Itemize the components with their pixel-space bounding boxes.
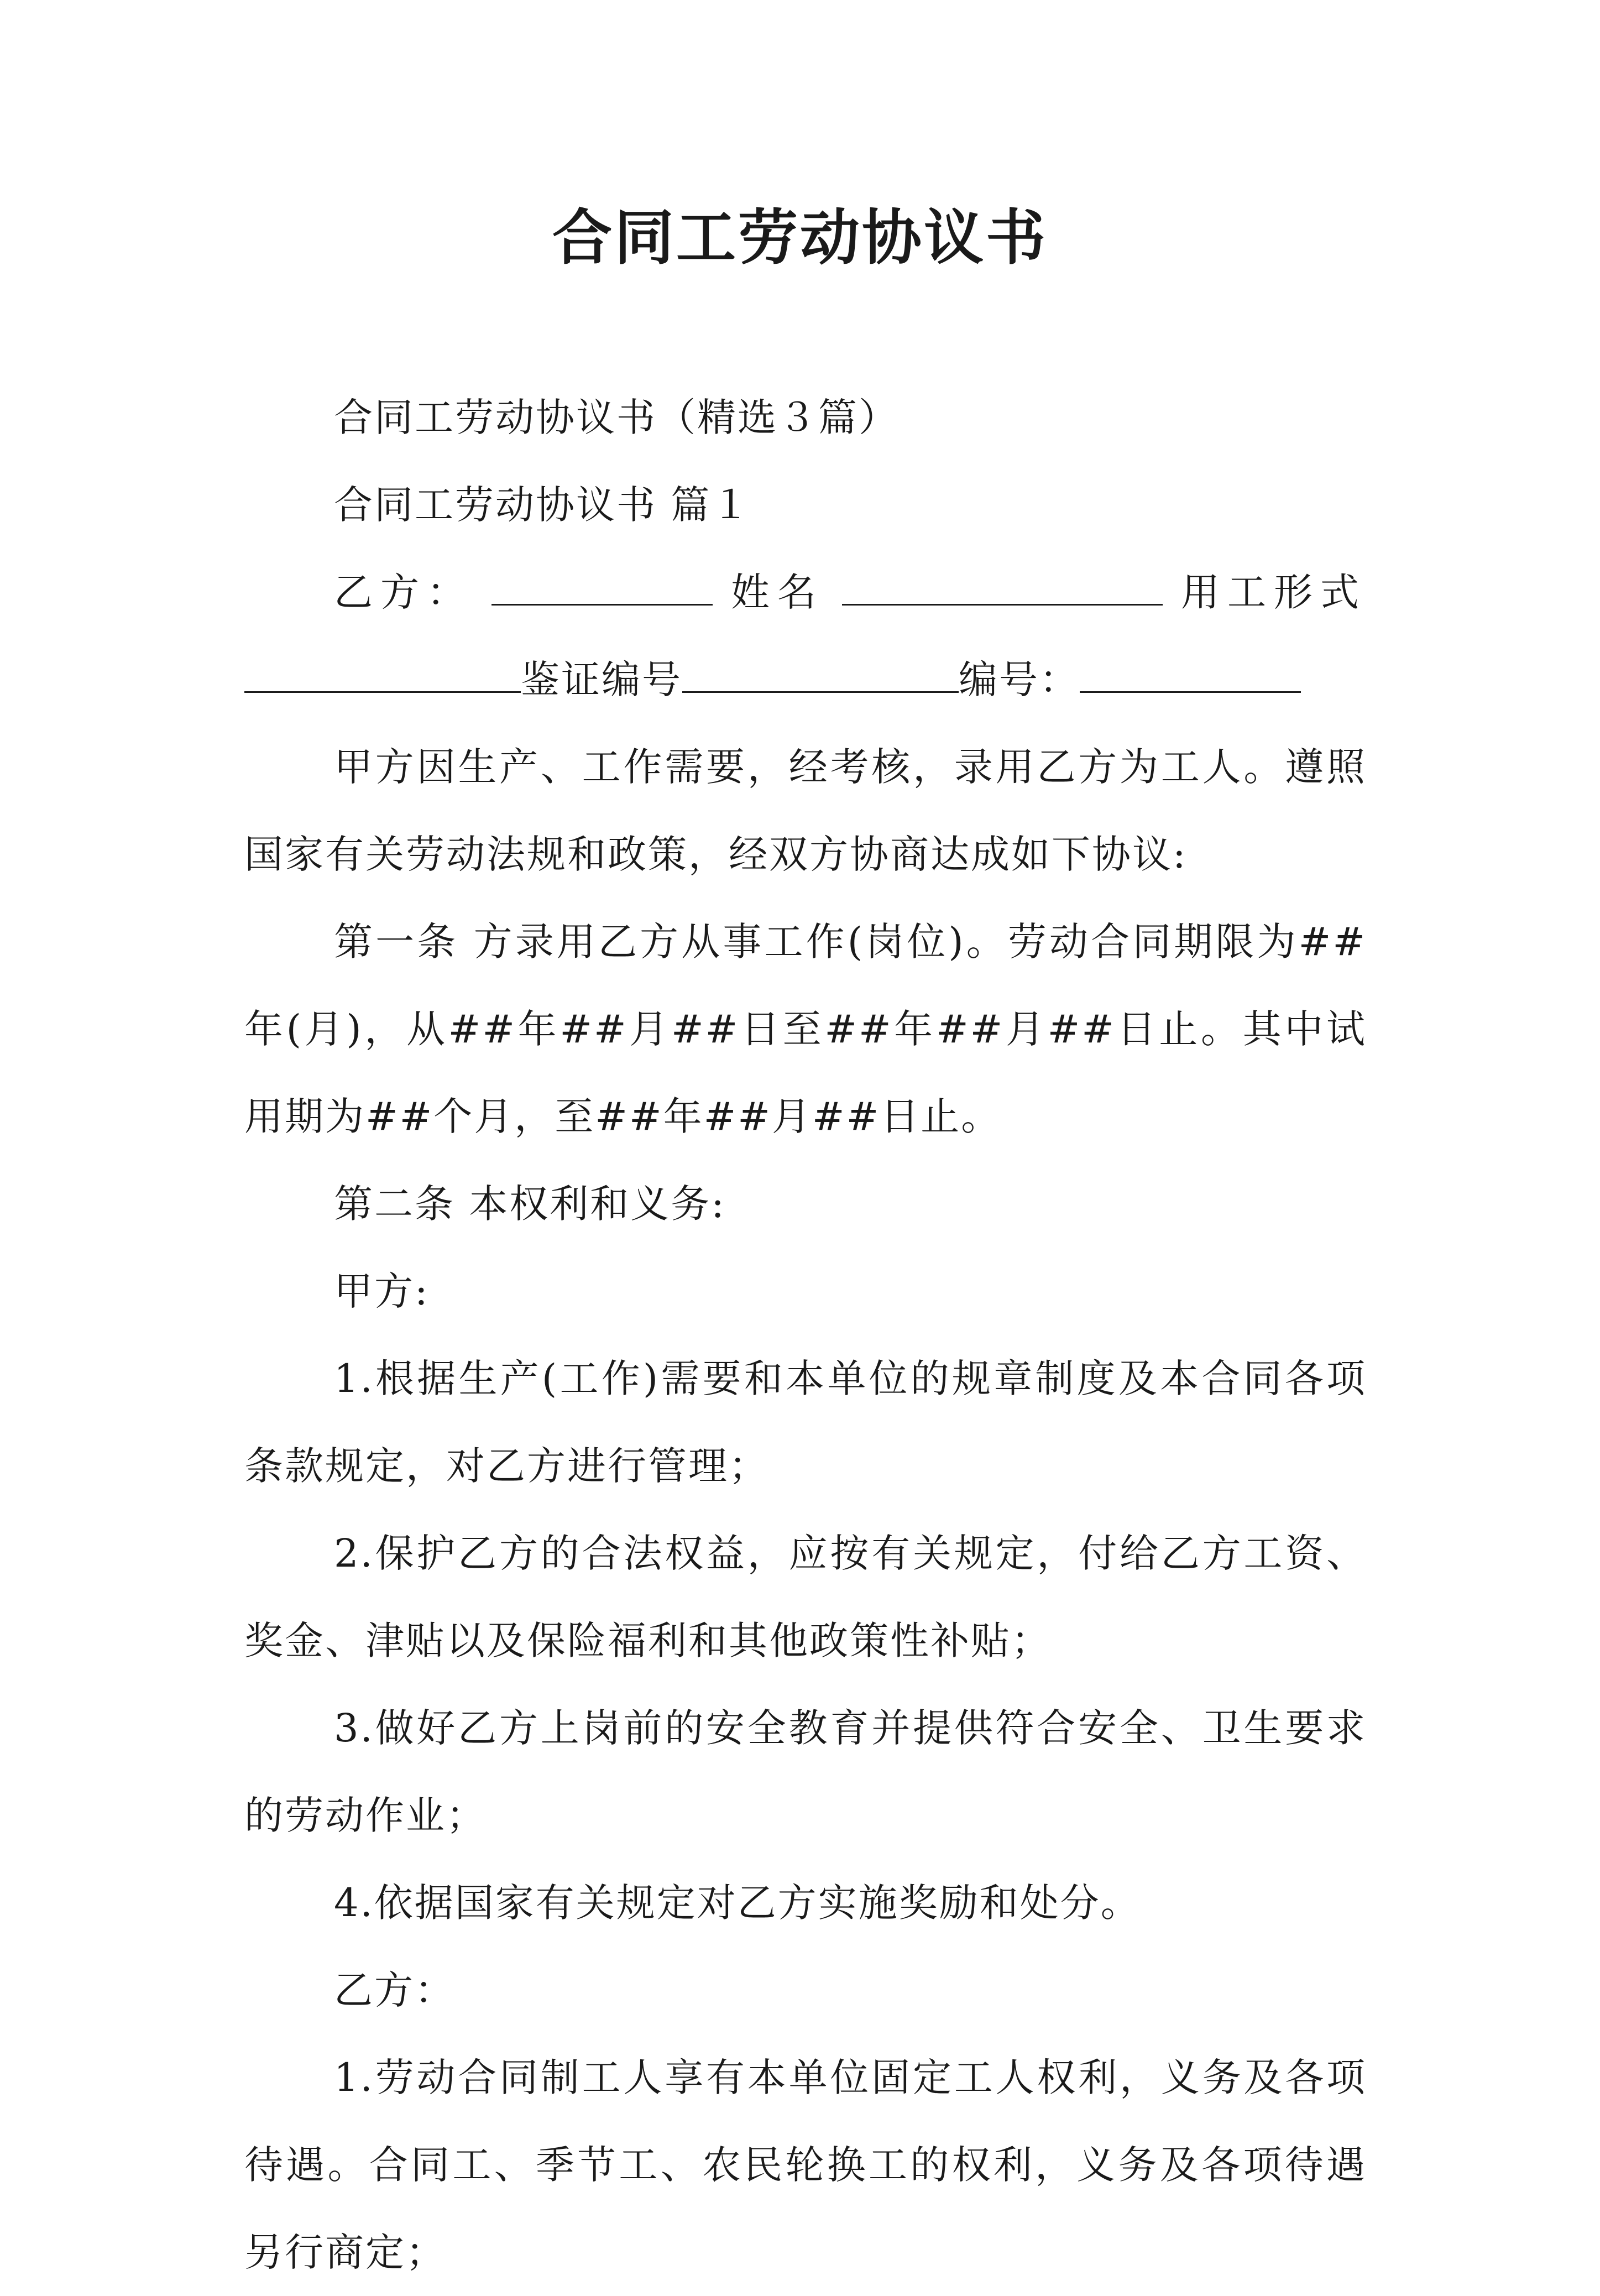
name-label: 姓名	[731, 570, 824, 615]
employment-form-label: 用工形式	[1181, 570, 1367, 615]
paragraph: 甲方:	[334, 1269, 430, 1314]
paragraph: 1.根据生产(工作)需要和本单位的规章制度及本合同各项条款规定，对乙方进行管理；	[244, 1356, 1367, 1489]
paragraph: 第一条 方录用乙方从事工作(岗位)。劳动合同期限为##年(月)，从##年##月##日至##年##月##日止。其中试用期为##个月，至##年##月##日止。	[244, 919, 1367, 1139]
number-label: 编号：	[959, 657, 1080, 702]
certification-no-blank	[682, 657, 959, 693]
number-blank	[1080, 657, 1301, 693]
document-title: 合同工劳动协议书	[552, 203, 1048, 273]
id-info-line	[244, 636, 1367, 723]
paragraph: 1.劳动合同制工人享有本单位固定工人权利，义务及各项待遇。合同工、季节工、农民轮换工的权利，义务及各项待遇另行商定；	[244, 2055, 1367, 2275]
paragraph: 4.依据国家有关规定对乙方实施奖励和处分。	[334, 1880, 1141, 1925]
paragraph: 乙方：	[334, 1968, 455, 2013]
section-heading: 合同工劳动协议书 篇１	[334, 482, 752, 528]
party-info-line	[244, 549, 1367, 636]
paragraph: 3.做好乙方上岗前的安全教育并提供符合安全、卫生要求的劳动作业；	[244, 1705, 1367, 1838]
document-subtitle: 合同工劳动协议书（精选３篇）	[334, 395, 899, 440]
document-body	[244, 374, 1367, 2296]
party-b-label: 乙方：	[334, 570, 473, 615]
paragraph: 2.保护乙方的合法权益，应按有关规定，付给乙方工资、奖金、津贴以及保险福利和其他政策性补贴；	[244, 1531, 1367, 1663]
paragraph: 第二条 本权利和义务:	[334, 1181, 726, 1227]
employment-form-blank	[244, 657, 521, 693]
certification-no-label: 鉴证编号	[521, 657, 682, 702]
name-blank	[842, 570, 1163, 606]
party-b-blank	[491, 570, 713, 606]
paragraph: 甲方因生产、工作需要，经考核，录用乙方为工人。遵照国家有关劳动法规和政策，经双方协商达成如下协议:	[244, 744, 1367, 877]
